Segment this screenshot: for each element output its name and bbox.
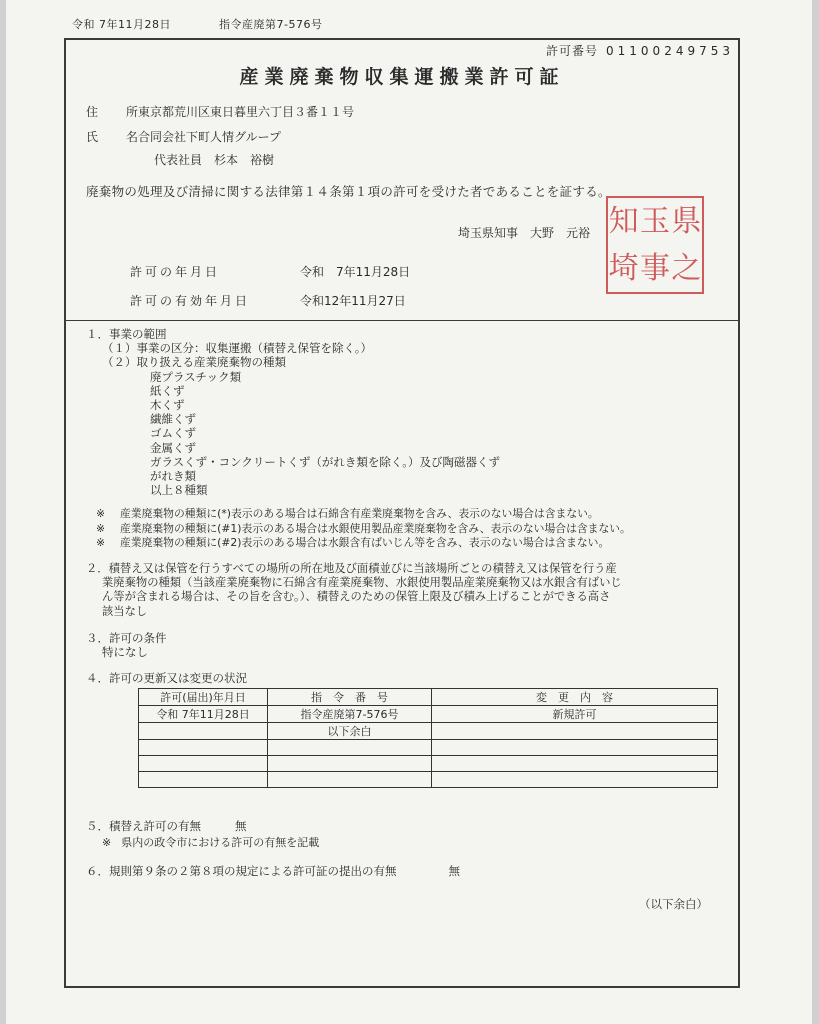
- waste-type: 金属くず: [150, 440, 196, 455]
- certificate-frame: [64, 38, 740, 988]
- column-header: 指 令 番 号: [268, 689, 432, 706]
- waste-type: ガラスくず・コンクリートくず（がれき類を除く。）及び陶磁器くず: [150, 454, 500, 469]
- note-mercury-dust: ※ 産業廃棄物の種類に(#2)表示のある場合は水銀含有ばいじん等を含み、表示のない場合は含まない。: [96, 535, 610, 549]
- permit-number-label: 許可番号: [546, 44, 599, 58]
- section2-line: ２．積替え又は保管を行うすべての場所の所在地及び面積並びに当該場所ごとの積替え又は保管を行う産: [86, 562, 617, 576]
- document-title: 産業廃棄物収集運搬業許可証: [239, 66, 565, 88]
- scope-types-heading: （２）取り扱える産業廃棄物の種類: [102, 355, 286, 370]
- section5-heading: ５．積替え許可の有無: [86, 819, 201, 833]
- issue-date: 令和 7年11月28日: [72, 18, 171, 31]
- waste-type: 紙くず: [150, 383, 185, 398]
- official-seal: 知 玉 県 埼 事 之: [606, 196, 704, 294]
- expiry-date-label: 許可の有効年月日: [130, 294, 251, 308]
- table-row: [139, 740, 718, 756]
- table-row: [139, 756, 718, 772]
- permit-date-value: 令和 7年11月28日: [300, 265, 411, 279]
- order-number: 指令産廃第7-576号: [219, 18, 323, 31]
- permit-number: [546, 42, 734, 59]
- section2-line: ん等が含まれる場合は、その旨を含む。）、積替えのための保管上限及び積み上げることができる高さ: [102, 590, 611, 604]
- end-note: （以下余白）: [639, 897, 708, 911]
- permit-history-table: [138, 688, 718, 788]
- section5-note: ※ 県内の政令市における許可の有無を記載: [102, 836, 320, 849]
- waste-type: がれき類: [150, 469, 196, 484]
- section6: [86, 863, 460, 879]
- certification-text: 廃棄物の処理及び清掃に関する法律第１４条第１項の許可を受けた者であることを証する。: [86, 184, 611, 199]
- section5-value: 無: [235, 819, 247, 833]
- name-label: 氏 名: [86, 130, 147, 144]
- section3-value: 特になし: [102, 645, 148, 660]
- permit-document: [6, 0, 812, 1024]
- name-value: 合同会社下町人情グループ: [138, 130, 282, 144]
- waste-type: 木くず: [150, 398, 185, 413]
- column-header: 許可(届出)年月日: [139, 689, 268, 706]
- table-row: [139, 772, 718, 788]
- table-row: 以下余白: [139, 723, 718, 740]
- scope-division: （１）事業の区分：収集運搬（積替え保管を除く。）: [102, 341, 373, 356]
- representative: 代表社員 杉本 裕樹: [154, 153, 275, 167]
- permit-date-label: 許可の年月日: [130, 265, 221, 279]
- waste-type: 廃プラスチック類: [150, 369, 242, 384]
- expiry-date-value: 令和12年11月27日: [300, 294, 406, 308]
- section2-line: 業廃棄物の種類（当該産業廃棄物に石綿含有産業廃棄物、水銀使用製品産業廃棄物又は水銀含有ばいじ: [102, 576, 622, 590]
- column-header: 変 更 内 容: [432, 689, 718, 706]
- waste-type: 繊維くず: [150, 412, 196, 427]
- permit-details: [86, 327, 726, 685]
- address-row: [86, 103, 354, 120]
- table-header: [139, 689, 718, 706]
- section3-heading: ３．許可の条件: [86, 630, 167, 645]
- waste-type-total: 以上８種類: [150, 483, 208, 498]
- expiry-date-row: [130, 292, 406, 309]
- permit-number-value: 01100249753: [606, 44, 734, 58]
- address-label: 住 所: [86, 105, 147, 119]
- permit-date-row: [130, 263, 410, 280]
- header-line: [72, 16, 366, 32]
- address-value: 東京都荒川区東日暮里六丁目３番１１号: [138, 105, 355, 119]
- section2-value: 該当なし: [102, 604, 148, 618]
- section5: [86, 818, 247, 834]
- section6-heading: ６．規則第９条の２第８項の規定による許可証の提出の有無: [86, 864, 397, 878]
- waste-type: ゴムくず: [150, 426, 196, 441]
- name-row: [86, 128, 281, 145]
- section4-heading: ４．許可の更新又は変更の状況: [86, 671, 247, 686]
- section6-value: 無: [448, 864, 460, 878]
- signer: 埼玉県知事 大野 元裕: [458, 226, 591, 240]
- section-divider: [66, 320, 738, 321]
- note-mercury-products: ※ 産業廃棄物の種類に(#1)表示のある場合は水銀使用製品産業廃棄物を含み、表示のない場合は含まない。: [96, 521, 631, 535]
- table-row: 令和 7年11月28日 指令産廃第7-576号 新規許可: [139, 706, 718, 723]
- note-asbestos: ※ 産業廃棄物の種類に(*)表示のある場合は石綿含有産業廃棄物を含み、表示のない場合は含まない。: [96, 507, 599, 521]
- scope-heading: １．事業の範囲: [86, 327, 167, 341]
